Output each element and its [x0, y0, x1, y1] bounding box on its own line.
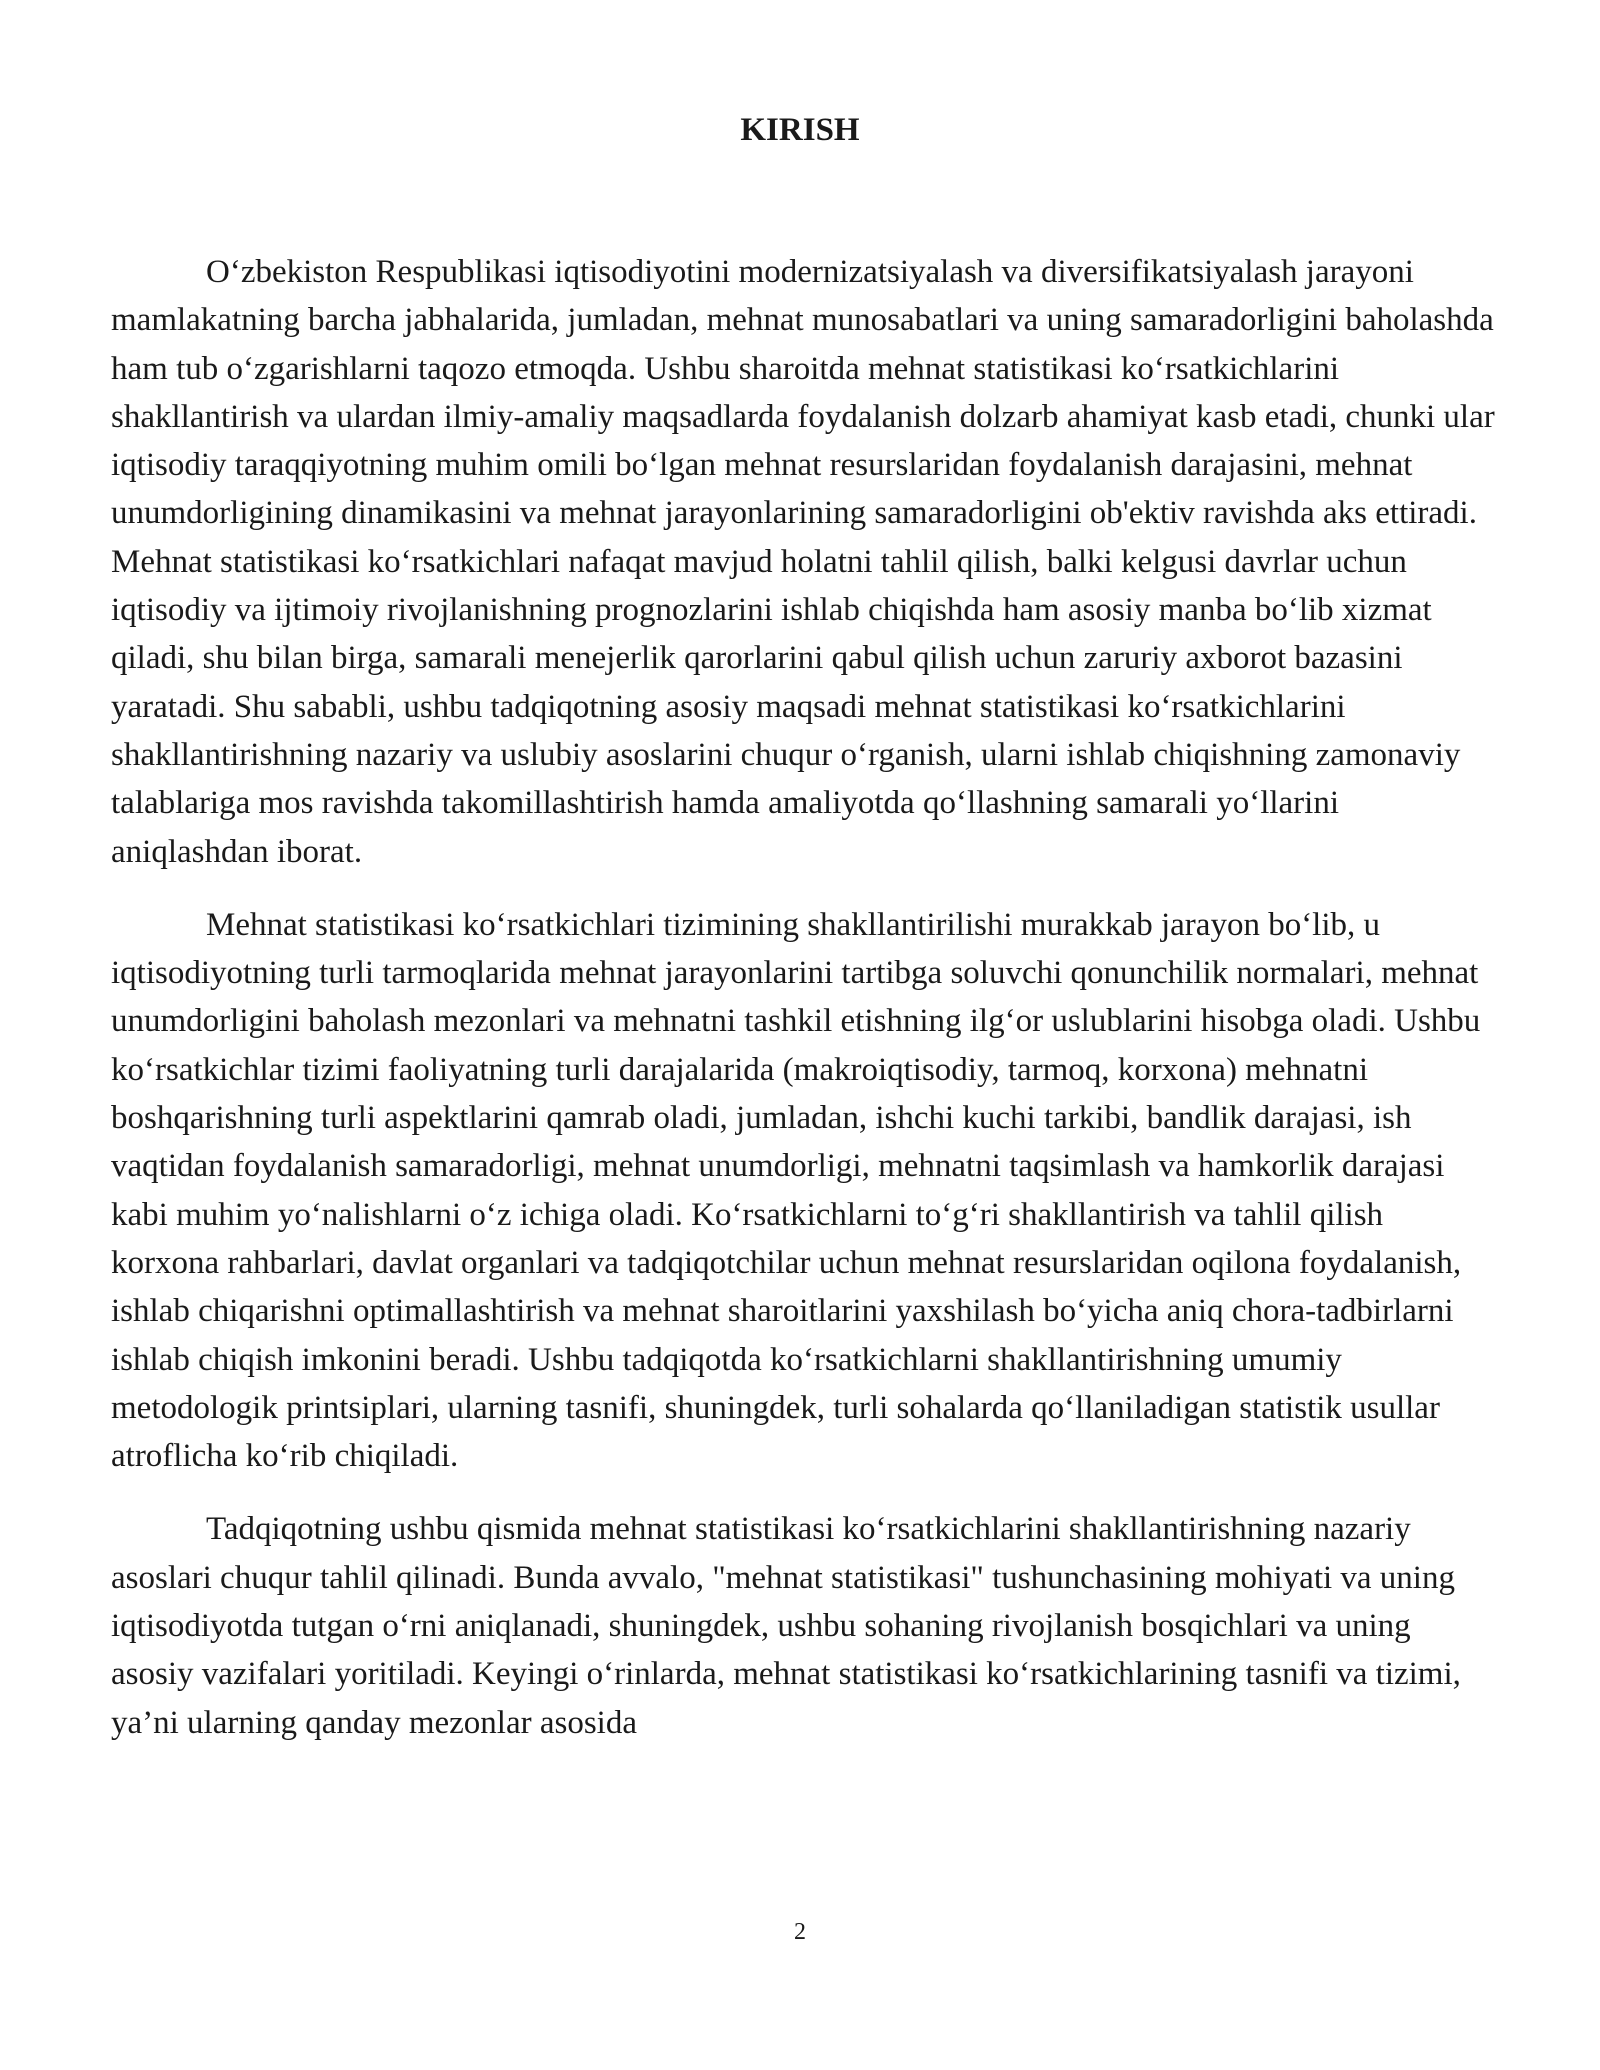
body-text	[111, 248, 1496, 1772]
page-title: KIRISH	[740, 112, 860, 148]
paragraph-1: O‘zbekiston Respublikasi iqtisodiyotini modernizatsiyalash va diversifikatsiyalash jarayoni mamlakatning barcha jabhalarida, jumladan, mehnat munosabatlari va uning samaradorligini baholashda ham tub o‘zgarishlarni taqozo etmoqda. Ushbu sharoitda mehnat statistikasi ko‘rsatkichlarini shakllantirish va ulardan ilmiy-amaliy maqsadlarda foydalanish dolzarb ahamiyat kasb etadi, chunki ular iqtisodiy taraqqiyotning muhim omili bo‘lgan mehnat resurslaridan foydalanish darajasini, mehnat unumdorligining dinamikasini va mehnat jarayonlarining samaradorligini ob'ektiv ravishda aks ettiradi. Mehnat statistikasi ko‘rsatkichlari nafaqat mavjud holatni tahlil qilish, balki kelgusi davrlar uchun iqtisodiy va ijtimoiy rivojlanishning prognozlarini ishlab chiqishda ham asosiy manba bo‘lib xizmat qiladi, shu bilan birga, samarali menejerlik qarorlarini qabul qilish uchun zaruriy axborot bazasini yaratadi. Shu sababli, ushbu tadqiqotning asosiy maqsadi mehnat statistikasi ko‘rsatkichlarini shakllantirishning nazariy va uslubiy asoslarini chuqur o‘rganish, ularni ishlab chiqishning zamonaviy talablariga mos ravishda takomillashtirish hamda amaliyotda qo‘llashning samarali yo‘llarini aniqlashdan iborat.	[111, 254, 1495, 870]
paragraph-2: Mehnat statistikasi ko‘rsatkichlari tizimining shakllantirilishi murakkab jarayon bo‘lib, u iqtisodiyotning turli tarmoqlarida mehnat jarayonlarini tartibga soluvchi qonunchilik normalari, mehnat unumdorligini baholash mezonlari va mehnatni tashkil etishning ilg‘or uslublarini hisobga oladi. Ushbu ko‘rsatkichlar tizimi faoliyatning turli darajalarida (makroiqtisodiy, tarmoq, korxona) mehnatni boshqarishning turli aspektlarini qamrab oladi, jumladan, ishchi kuchi tarkibi, bandlik darajasi, ish vaqtidan foydalanish samaradorligi, mehnat unumdorligi, mehnatni taqsimlash va hamkorlik darajasi kabi muhim yo‘nalishlarni o‘z ichiga oladi. Ko‘rsatkichlarni to‘g‘ri shakllantirish va tahlil qilish korxona rahbarlari, davlat organlari va tadqiqotchilar uchun mehnat resurslaridan oqilona foydalanish, ishlab chiqarishni optimallashtirish va mehnat sharoitlarini yaxshilash bo‘yicha aniq chora-tadbirlarni ishlab chiqish imkonini beradi. Ushbu tadqiqotda ko‘rsatkichlarni shakllantirishning umumiy metodologik printsiplari, ularning tasnifi, shuningdek, turli sohalarda qo‘llaniladigan statistik usullar atroflicha ko‘rib chiqiladi.	[111, 906, 1481, 1475]
page-number: 2	[794, 1919, 806, 1945]
paragraph-3: Tadqiqotning ushbu qismida mehnat statistikasi ko‘rsatkichlarini shakllantirishning nazariy asoslari chuqur tahlil qilinadi. Bunda avvalo, "mehnat statistikasi" tushunchasining mohiyati va uning iqtisodiyotda tutgan o‘rni aniqlanadi, shuningdek, ushbu sohaning rivojlanish bosqichlari va uning asosiy vazifalari yoritiladi. Keyingi o‘rinlarda, mehnat statistikasi ko‘rsatkichlarining tasnifi va tizimi, ya’ni ularning qanday mezonlar asosida	[111, 1511, 1461, 1741]
